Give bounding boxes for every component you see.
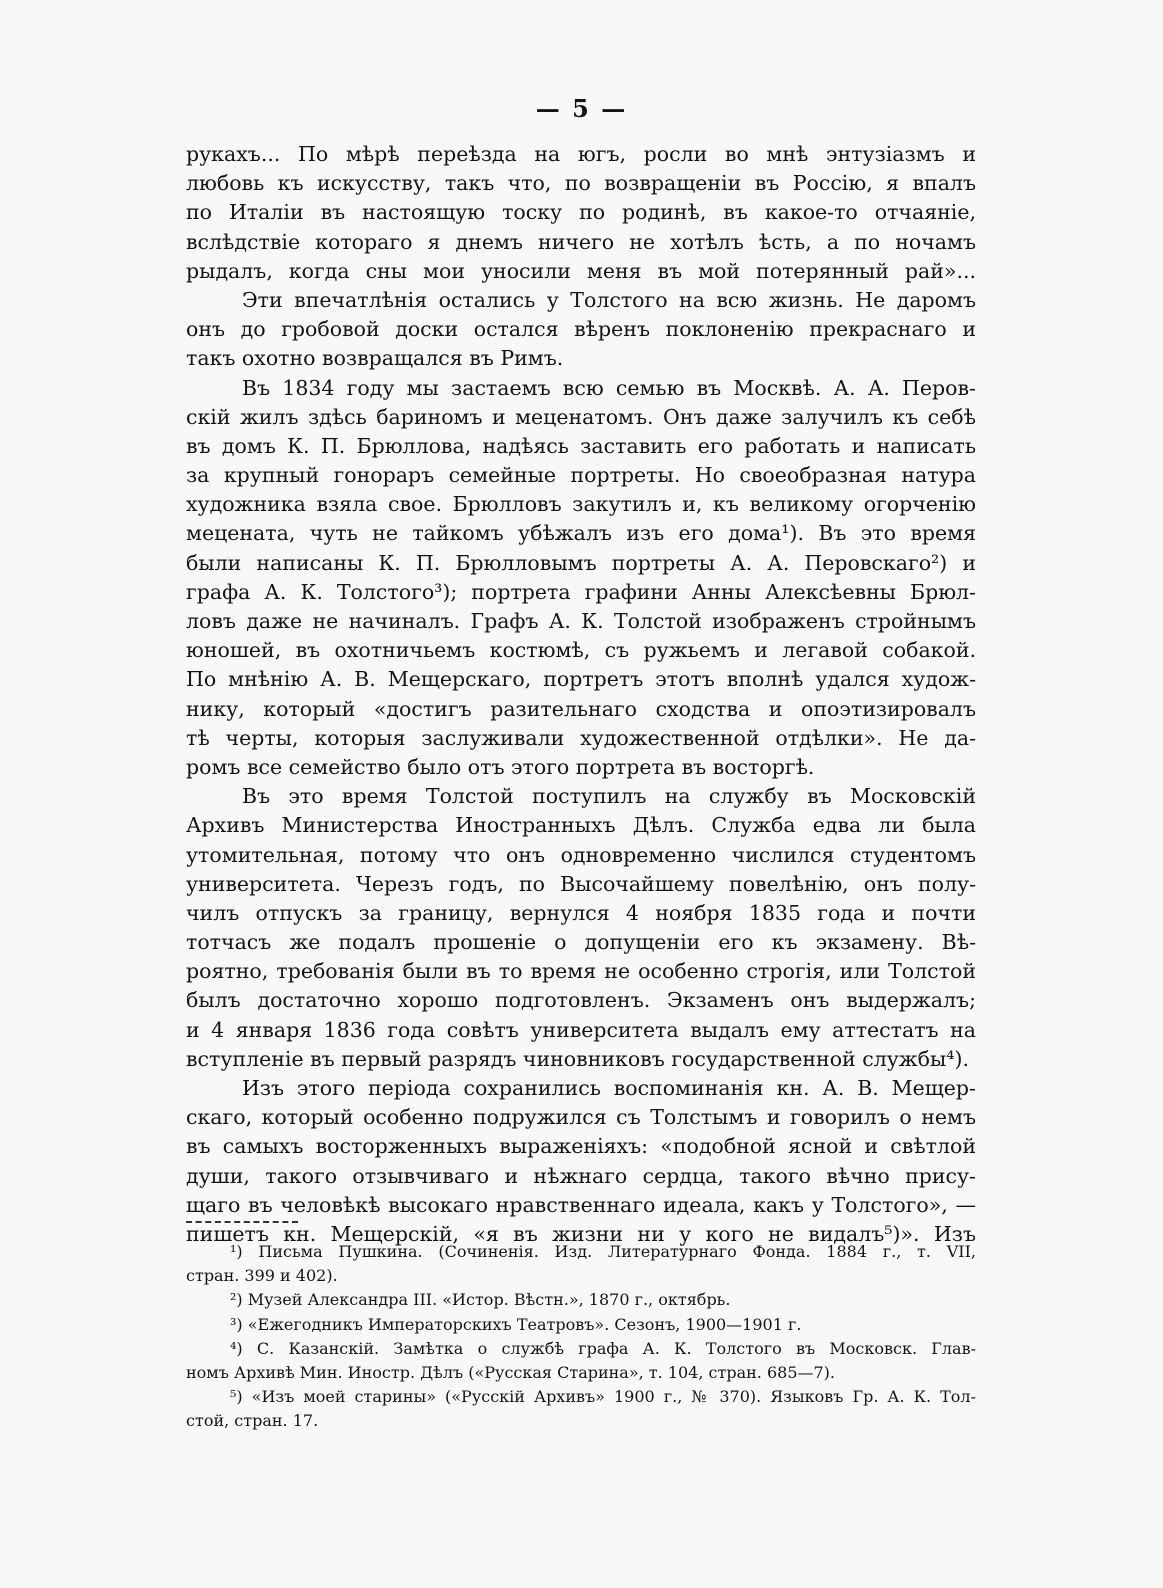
text-line: нику, который «достигъ разительнаго сходства и опоэтизировалъ [186,696,976,721]
text-line: въ самыхъ восторженныхъ выраженіяхъ: «подобной ясной и свѣтлой [186,1134,976,1159]
text-line: души, такого отзывчиваго и нѣжнаго сердца, такого вѣчно прису- [186,1163,976,1188]
footnotes [186,1240,976,1434]
text-line: мецената, чуть не тайкомъ убѣжалъ изъ его дома¹). Въ это время [186,521,976,546]
paragraph-start-line: Изъ этого періода сохранились воспоминанія кн. А. В. Мещер- [242,1076,976,1100]
paragraph-start-line: Въ это время Толстой поступилъ на службу въ Московскій [242,784,976,809]
text-line: университета. Черезъ годъ, по Высочайшему повелѣнію, онъ полу- [186,871,976,896]
footnote-3: ³) «Ежегодникъ Императорскихъ Театровъ». Сезонъ, 1900—1901 г. [230,1314,802,1334]
text-line: утомительная, потому что онъ одновременно числился студентомъ [186,842,976,867]
paragraph-end-line: такъ охотно возвращался въ Римъ. [186,346,564,371]
text-line: скій жилъ здѣсь бариномъ и меценатомъ. Онъ даже залучилъ къ себѣ [186,404,976,429]
footnote-5-line: стой, стран. 17. [186,1411,319,1431]
text-line: любовь къ искусству, такъ что, по возвращеніи въ Россію, я впалъ [186,171,976,196]
paragraph-start-line: Въ 1834 году мы застаемъ всю семью въ Москвѣ. А. А. Перов- [242,375,976,400]
text-line: онъ до гробовой доски остался вѣренъ поклоненію прекраснаго и [186,317,976,342]
text-line: щаго въ человѣкѣ высокаго нравственнаго идеала, какъ у Толстого», — [186,1192,976,1217]
footnote-separator [186,1221,298,1223]
text-line: въ домъ К. П. Брюллова, надѣясь заставить его работать и написать [186,433,976,458]
text-line: тотчасъ же подалъ прошеніе о допущеніи его къ экзамену. Вѣ- [186,930,976,955]
footnote-5-line: ⁵) «Изъ моей старины» («Русскій Архивъ» 1900 г., № 370). Языковъ Гр. А. К. Тол- [230,1387,976,1407]
text-line: за крупный гонораръ семейные портреты. Но своеобразная натура [186,463,976,488]
text-line: тѣ черты, которыя заслуживали художественной отдѣлки». Не да- [186,725,976,750]
paragraph-end-line: вступленіе въ первый разрядъ чиновниковъ государственной службы⁴). [186,1046,970,1071]
text-line: былъ достаточно хорошо подготовленъ. Экзаменъ онъ выдержалъ; [186,988,976,1013]
text-line: и 4 января 1836 года совѣтъ университета выдалъ ему аттестатъ на [186,1017,976,1042]
text-line: рыдалъ, когда сны мои уносили меня въ мой потерянный рай»... [186,258,976,283]
text-line: скаго, который особенно подружился съ Толстымъ и говорилъ о немъ [186,1105,976,1130]
footnote-2: ²) Музей Александра III. «Истор. Вѣстн.», 1870 г., октябрь. [230,1290,731,1310]
text-line: Архивъ Министерства Иностранныхъ Дѣлъ. Служба едва ли была [186,813,976,838]
text-line: по Италіи въ настоящую тоску по родинѣ, въ какое-то отчаяніе, [186,200,976,225]
footnote-1-line: ¹) Письма Пушкина. (Сочиненія. Изд. Литературнаго Фонда. 1884 г., т. VII, [230,1242,976,1261]
text-line: рукахъ... По мѣрѣ переѣзда на югъ, росли во мнѣ энтузіазмъ и [186,142,976,166]
footnote-1-line: стран. 399 и 402). [186,1266,338,1286]
text-line: роятно, требованія были въ то время не особенно строгія, или Толстой [186,959,976,984]
paragraph-start-line: Эти впечатлѣнія остались у Толстого на всю жизнь. Не даромъ [242,287,976,312]
text-line: По мнѣнію А. В. Мещерскаго, портретъ этотъ вполнѣ удался худож- [186,667,976,692]
main-text [186,140,976,1249]
text-line: были написаны К. П. Брюлловымъ портреты А. А. Перовскаго²) и [186,550,976,575]
text-line: художника взяла свое. Брюлловъ закутилъ и, къ великому огорченію [186,492,976,517]
text-line: чилъ отпускъ за границу, вернулся 4 ноября 1835 года и почти [186,900,976,925]
text-line: ловъ даже не начиналъ. Графъ А. К. Толстой изображенъ стройнымъ [186,609,976,633]
page-number: — 5 — [535,94,628,123]
paragraph-end-line: ромъ все семейство было отъ этого портрета въ восторгѣ. [186,754,815,779]
text-line: вслѣдствіе котораго я днемъ ничего не хотѣлъ ѣсть, а по ночамъ [186,229,976,254]
text-line: юношей, въ охотничьемъ костюмѣ, съ ружьемъ и легавой собакой. [186,638,976,663]
text-line: пишетъ кн. Мещерскій, «я въ жизни ни у кого не видалъ⁵)». Изъ [186,1221,976,1246]
footnote-4-line: номъ Архивѣ Мин. Иностр. Дѣлъ («Русская Старина», т. 104, стран. 685—7). [186,1362,836,1382]
footnote-4-line: ⁴) С. Казанскій. Замѣтка о службѣ графа А. К. Толстого въ Московск. Глав- [230,1338,976,1358]
text-line: графа А. К. Толстого³); портрета графини Анны Алексѣевны Брюл- [186,579,976,604]
